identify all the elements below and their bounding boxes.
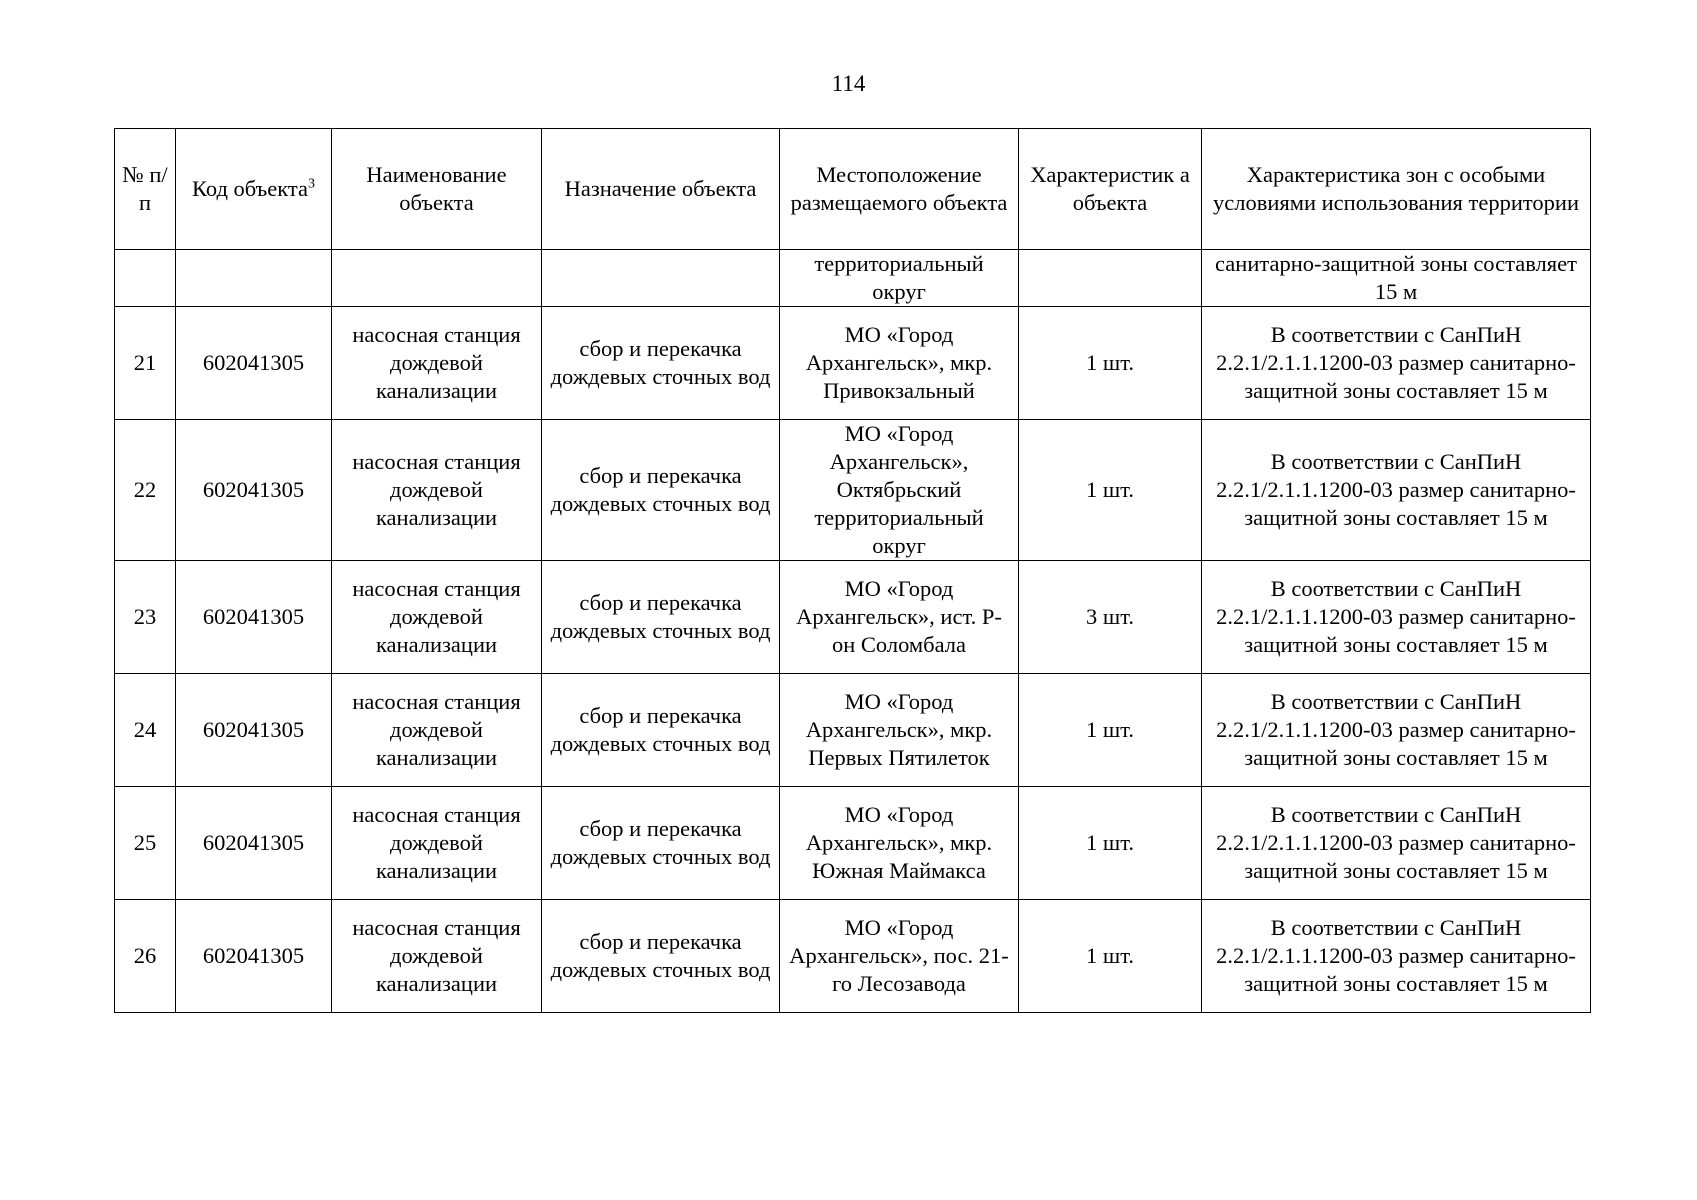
cell-zones: В соответствии с СанПиН 2.2.1/2.1.1.1200-03 размер санитарно-защитной зоны составляет 15 м (1202, 420, 1591, 561)
cell-location: территориальный округ (780, 250, 1019, 307)
cell-name: насосная станция дождевой канализации (332, 900, 542, 1013)
cell-purpose: сбор и перекачка дождевых сточных вод (542, 420, 780, 561)
cell-characteristic: 1 шт. (1019, 787, 1202, 900)
table-row (115, 561, 1591, 674)
cell-num: 25 (115, 787, 176, 900)
table-row (115, 307, 1591, 420)
cell-code: 602041305 (176, 307, 332, 420)
cell-location: МО «Город Архангельск», ист. Р-он Соломбала (780, 561, 1019, 674)
cell-characteristic: 3 шт. (1019, 561, 1202, 674)
cell-num (115, 250, 176, 307)
cell-purpose: сбор и перекачка дождевых сточных вод (542, 787, 780, 900)
cell-zones: В соответствии с СанПиН 2.2.1/2.1.1.1200-03 размер санитарно-защитной зоны составляет 15 м (1202, 307, 1591, 420)
cell-location: МО «Город Архангельск», мкр. Первых Пятилеток (780, 674, 1019, 787)
cell-code (176, 250, 332, 307)
cell-characteristic: 1 шт. (1019, 900, 1202, 1013)
cell-code: 602041305 (176, 674, 332, 787)
table-row (115, 674, 1591, 787)
cell-characteristic (1019, 250, 1202, 307)
continuation-row (115, 250, 1591, 307)
header-purpose: Назначение объекта (542, 129, 780, 250)
cell-location: МО «Город Архангельск», мкр. Южная Маймакса (780, 787, 1019, 900)
header-code-label: Код объекта (191, 176, 309, 201)
cell-location: МО «Город Архангельск», пос. 21-го Лесозавода (780, 900, 1019, 1013)
cell-purpose (542, 250, 780, 307)
cell-characteristic: 1 шт. (1019, 674, 1202, 787)
cell-purpose: сбор и перекачка дождевых сточных вод (542, 307, 780, 420)
cell-zones: В соответствии с СанПиН 2.2.1/2.1.1.1200-03 размер санитарно-защитной зоны составляет 15 м (1202, 900, 1591, 1013)
cell-num: 22 (115, 420, 176, 561)
cell-code: 602041305 (176, 900, 332, 1013)
cell-name (332, 250, 542, 307)
header-zones: Характеристика зон с особыми условиями использования территории (1202, 129, 1591, 250)
cell-num: 26 (115, 900, 176, 1013)
cell-location: МО «Город Архангельск», мкр. Привокзальный (780, 307, 1019, 420)
cell-code: 602041305 (176, 787, 332, 900)
cell-zones: В соответствии с СанПиН 2.2.1/2.1.1.1200-03 размер санитарно-защитной зоны составляет 15 м (1202, 561, 1591, 674)
header-characteristic: Характеристик а объекта (1019, 129, 1202, 250)
table-row (115, 420, 1591, 561)
header-name: Наименование объекта (332, 129, 542, 250)
header-code (176, 129, 332, 250)
objects-table (114, 128, 1591, 1013)
table-row (115, 787, 1591, 900)
cell-code: 602041305 (176, 561, 332, 674)
header-location: Местоположение размещаемого объекта (780, 129, 1019, 250)
cell-name: насосная станция дождевой канализации (332, 420, 542, 561)
cell-zones: В соответствии с СанПиН 2.2.1/2.1.1.1200-03 размер санитарно-защитной зоны составляет 15 м (1202, 674, 1591, 787)
cell-characteristic: 1 шт. (1019, 420, 1202, 561)
cell-num: 23 (115, 561, 176, 674)
page-number: 114 (831, 71, 866, 96)
cell-code: 602041305 (176, 420, 332, 561)
table-header-row (115, 129, 1591, 250)
cell-zones: В соответствии с СанПиН 2.2.1/2.1.1.1200-03 размер санитарно-защитной зоны составляет 15 м (1202, 787, 1591, 900)
cell-characteristic: 1 шт. (1019, 307, 1202, 420)
table-row (115, 900, 1591, 1013)
cell-name: насосная станция дождевой канализации (332, 674, 542, 787)
cell-num: 21 (115, 307, 176, 420)
footnote-marker: 3 (308, 176, 316, 192)
cell-name: насосная станция дождевой канализации (332, 307, 542, 420)
cell-location: МО «Город Архангельск», Октябрьский территориальный округ (780, 420, 1019, 561)
cell-num: 24 (115, 674, 176, 787)
cell-purpose: сбор и перекачка дождевых сточных вод (542, 900, 780, 1013)
cell-purpose: сбор и перекачка дождевых сточных вод (542, 561, 780, 674)
cell-purpose: сбор и перекачка дождевых сточных вод (542, 674, 780, 787)
cell-name: насосная станция дождевой канализации (332, 561, 542, 674)
header-num: № п/п (115, 129, 176, 250)
cell-name: насосная станция дождевой канализации (332, 787, 542, 900)
cell-zones: санитарно-защитной зоны составляет 15 м (1202, 250, 1591, 307)
